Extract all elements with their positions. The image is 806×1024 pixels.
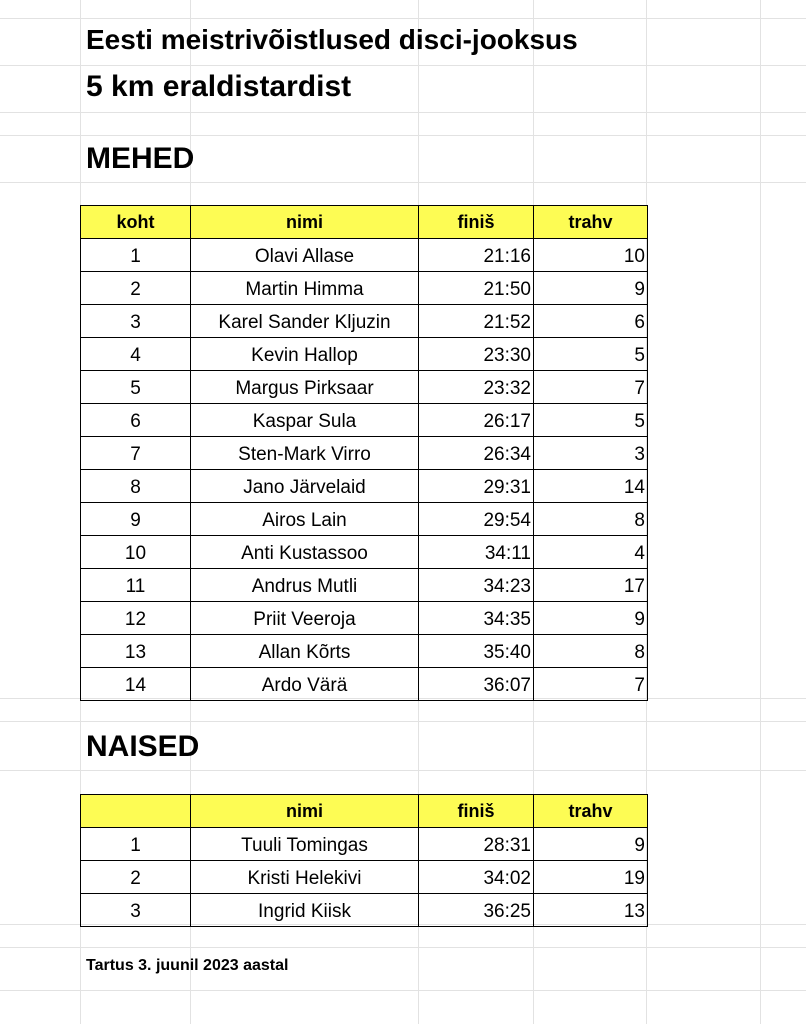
- cell-trahv[interactable]: 4: [534, 536, 648, 569]
- col-header-finis: finiš: [419, 206, 534, 239]
- cell-finis[interactable]: 21:52: [419, 305, 534, 338]
- cell-nimi[interactable]: Priit Veeroja: [191, 602, 419, 635]
- gridline-row: [0, 182, 806, 183]
- col-header-nimi: nimi: [191, 206, 419, 239]
- cell-finis[interactable]: 34:02: [419, 861, 534, 894]
- cell-finis[interactable]: 21:16: [419, 239, 534, 272]
- women-results-table: [80, 794, 648, 927]
- cell-finis[interactable]: 26:34: [419, 437, 534, 470]
- cell-nimi[interactable]: Jano Järvelaid: [191, 470, 419, 503]
- cell-trahv[interactable]: 14: [534, 470, 648, 503]
- cell-nimi[interactable]: Andrus Mutli: [191, 569, 419, 602]
- cell-koht[interactable]: 13: [81, 635, 191, 668]
- table-row: [81, 828, 648, 861]
- cell-koht[interactable]: 3: [81, 894, 191, 927]
- cell-koht[interactable]: 2: [81, 272, 191, 305]
- cell-nimi[interactable]: Allan Kõrts: [191, 635, 419, 668]
- cell-trahv[interactable]: 9: [534, 828, 648, 861]
- cell-koht[interactable]: 1: [81, 828, 191, 861]
- cell-nimi[interactable]: Sten-Mark Virro: [191, 437, 419, 470]
- cell-trahv[interactable]: 8: [534, 635, 648, 668]
- cell-nimi[interactable]: Karel Sander Kljuzin: [191, 305, 419, 338]
- cell-finis[interactable]: 36:07: [419, 668, 534, 701]
- cell-finis[interactable]: 34:23: [419, 569, 534, 602]
- cell-finis[interactable]: 29:31: [419, 470, 534, 503]
- cell-trahv[interactable]: 17: [534, 569, 648, 602]
- cell-koht[interactable]: 12: [81, 602, 191, 635]
- table-row: [81, 371, 648, 404]
- cell-finis[interactable]: 34:35: [419, 602, 534, 635]
- cell-trahv[interactable]: 9: [534, 602, 648, 635]
- table-header-row: [81, 206, 648, 239]
- men-results-table: [80, 205, 648, 701]
- cell-koht[interactable]: 2: [81, 861, 191, 894]
- gridline-row: [0, 721, 806, 722]
- cell-trahv[interactable]: 9: [534, 272, 648, 305]
- cell-trahv[interactable]: 13: [534, 894, 648, 927]
- col-header-finis: finiš: [419, 795, 534, 828]
- cell-koht[interactable]: 3: [81, 305, 191, 338]
- table-row: [81, 635, 648, 668]
- cell-koht[interactable]: 9: [81, 503, 191, 536]
- cell-nimi[interactable]: Ardo Värä: [191, 668, 419, 701]
- gridline-row: [0, 990, 806, 991]
- cell-trahv[interactable]: 7: [534, 668, 648, 701]
- cell-koht[interactable]: 7: [81, 437, 191, 470]
- cell-nimi[interactable]: Margus Pirksaar: [191, 371, 419, 404]
- cell-koht[interactable]: 14: [81, 668, 191, 701]
- title-line-2: 5 km eraldistardist: [86, 70, 352, 103]
- cell-trahv[interactable]: 6: [534, 305, 648, 338]
- women-heading: NAISED: [86, 730, 200, 763]
- table-header-row: [81, 795, 648, 828]
- table-row: [81, 404, 648, 437]
- table-row: [81, 503, 648, 536]
- cell-koht[interactable]: 8: [81, 470, 191, 503]
- cell-finis[interactable]: 35:40: [419, 635, 534, 668]
- table-row: [81, 894, 648, 927]
- gridline-row: [0, 18, 806, 19]
- col-header-koht: koht: [81, 206, 191, 239]
- cell-nimi[interactable]: Kevin Hallop: [191, 338, 419, 371]
- cell-nimi[interactable]: Kristi Helekivi: [191, 861, 419, 894]
- col-header-trahv: trahv: [534, 795, 648, 828]
- gridline-row: [0, 770, 806, 771]
- table-row: [81, 305, 648, 338]
- gridline-row: [0, 112, 806, 113]
- gridline-col: [760, 0, 761, 1024]
- table-row: [81, 569, 648, 602]
- cell-finis[interactable]: 26:17: [419, 404, 534, 437]
- table-row: [81, 437, 648, 470]
- cell-koht[interactable]: 5: [81, 371, 191, 404]
- cell-trahv[interactable]: 5: [534, 404, 648, 437]
- cell-trahv[interactable]: 3: [534, 437, 648, 470]
- cell-nimi[interactable]: Airos Lain: [191, 503, 419, 536]
- cell-koht[interactable]: 10: [81, 536, 191, 569]
- col-header-nimi: nimi: [191, 795, 419, 828]
- table-row: [81, 272, 648, 305]
- cell-finis[interactable]: 28:31: [419, 828, 534, 861]
- cell-finis[interactable]: 23:32: [419, 371, 534, 404]
- cell-nimi[interactable]: Anti Kustassoo: [191, 536, 419, 569]
- gridline-row: [0, 65, 806, 66]
- cell-koht[interactable]: 6: [81, 404, 191, 437]
- cell-nimi[interactable]: Olavi Allase: [191, 239, 419, 272]
- cell-trahv[interactable]: 7: [534, 371, 648, 404]
- cell-koht[interactable]: 11: [81, 569, 191, 602]
- cell-koht[interactable]: 1: [81, 239, 191, 272]
- cell-trahv[interactable]: 10: [534, 239, 648, 272]
- cell-nimi[interactable]: Tuuli Tomingas: [191, 828, 419, 861]
- table-row: [81, 861, 648, 894]
- table-row: [81, 239, 648, 272]
- col-header-koht: [81, 795, 191, 828]
- footer-place-date: Tartus 3. juunil 2023 aastal: [86, 957, 289, 974]
- gridline-row: [0, 135, 806, 136]
- cell-koht[interactable]: 4: [81, 338, 191, 371]
- cell-finis[interactable]: 34:11: [419, 536, 534, 569]
- table-row: [81, 536, 648, 569]
- cell-finis[interactable]: 29:54: [419, 503, 534, 536]
- cell-trahv[interactable]: 8: [534, 503, 648, 536]
- col-header-trahv: trahv: [534, 206, 648, 239]
- table-row: [81, 338, 648, 371]
- cell-finis[interactable]: 21:50: [419, 272, 534, 305]
- title-line-1: Eesti meistrivõistlused disci-jooksus: [86, 24, 578, 55]
- table-row: [81, 602, 648, 635]
- cell-finis[interactable]: 23:30: [419, 338, 534, 371]
- table-row: [81, 470, 648, 503]
- cell-nimi[interactable]: Martin Himma: [191, 272, 419, 305]
- cell-trahv[interactable]: 19: [534, 861, 648, 894]
- cell-nimi[interactable]: Kaspar Sula: [191, 404, 419, 437]
- cell-trahv[interactable]: 5: [534, 338, 648, 371]
- table-row: [81, 668, 648, 701]
- men-heading: MEHED: [86, 142, 195, 175]
- cell-finis[interactable]: 36:25: [419, 894, 534, 927]
- gridline-row: [0, 947, 806, 948]
- cell-nimi[interactable]: Ingrid Kiisk: [191, 894, 419, 927]
